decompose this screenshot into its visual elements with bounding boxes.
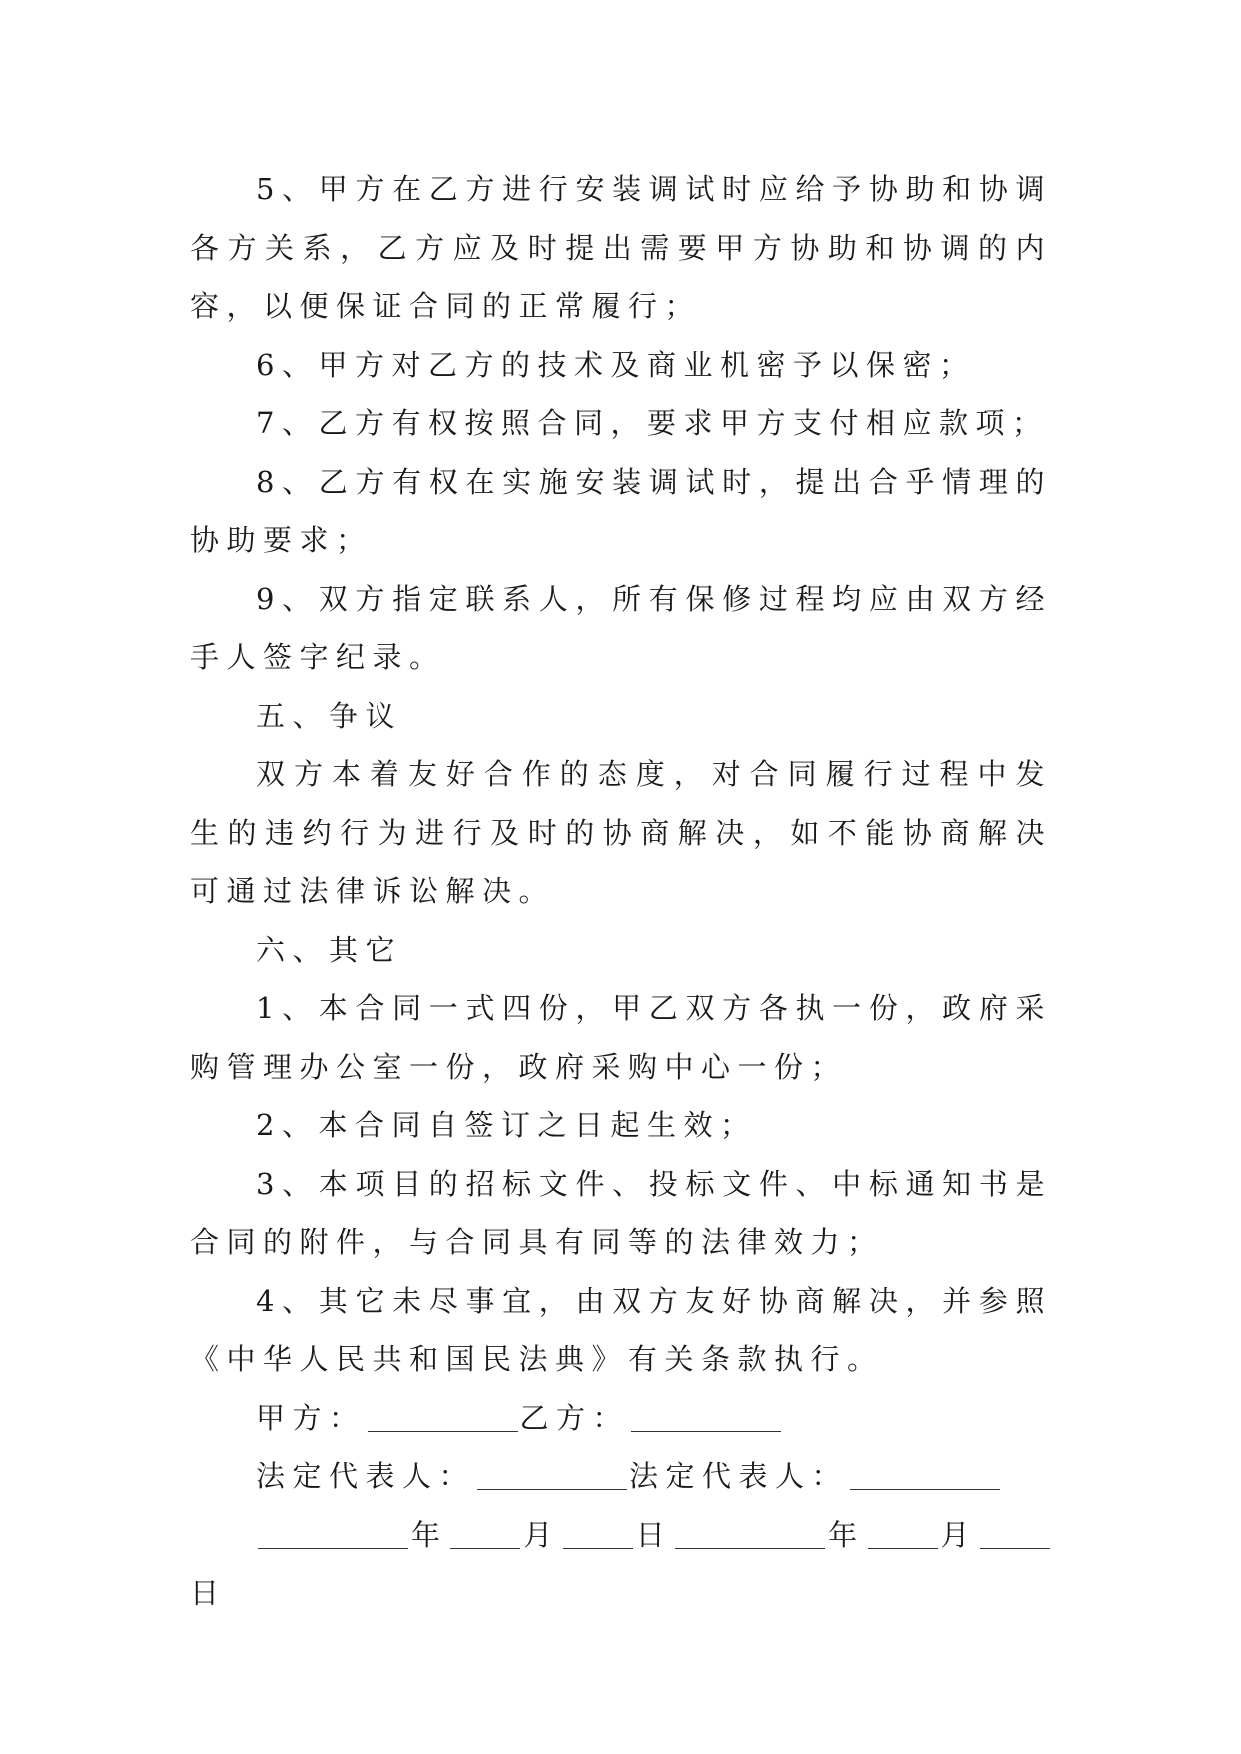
other-clause-3: 3、本项目的招标文件、投标文件、中标通知书是合同的附件，与合同具有同等的法律效力； [190,1166,1052,1259]
dispute-paragraph: 双方本着友好合作的态度，对合同履行过程中发生的违约行为进行及时的协商解决，如不能协商解决可通过法律诉讼解决。 [190,757,1052,908]
clause-5: 5、甲方在乙方进行安装调试时应给予协助和协调各方关系，乙方应及时提出需要甲方协助和协调的内容，以便保证合同的正常履行； [190,172,1052,323]
party-b-blank[interactable] [631,1430,781,1432]
section-heading-dispute: 五、争议 [256,698,403,733]
rep-a-label: 法定代表人： [256,1459,476,1493]
rep-a-blank[interactable] [477,1488,627,1490]
date-a-year-blank[interactable] [258,1547,408,1549]
clause-6: 6、甲方对乙方的技术及商业机密予以保密； [256,347,976,382]
clause-8: 8、乙方有权在实施安装调试时，提出合乎情理的协助要求； [190,464,1052,557]
date-b-year-label: 年 [827,1517,866,1552]
date-b-day-label: 日 [190,1576,227,1610]
section-heading-other: 六、其它 [256,932,403,967]
clause-7: 7、乙方有权按照合同，要求甲方支付相应款项； [256,406,1049,440]
party-a-label: 甲方： [256,1400,366,1435]
rep-b-label: 法定代表人： [629,1459,849,1493]
signature-date-line [190,1506,1052,1623]
signature-representatives-line [190,1447,1052,1506]
rep-b-blank[interactable] [850,1488,1000,1490]
party-a-blank[interactable] [368,1430,518,1432]
date-a-month-blank[interactable] [450,1547,520,1549]
date-b-year-blank[interactable] [675,1547,825,1549]
other-clause-2: 2、本合同自签订之日起生效； [256,1108,757,1142]
other-clause-1: 1、本合同一式四份，甲乙双方各执一份，政府采购管理办公室一份，政府采购中心一份； [190,991,1052,1084]
date-a-day-label: 日 [634,1517,674,1552]
date-a-day-blank[interactable] [563,1547,633,1549]
date-b-month-label: 月 [939,1517,978,1552]
document-page [190,160,1052,1623]
date-a-month-label: 月 [522,1517,561,1552]
other-clause-4: 4、其它未尽事宜，由双方友好协商解决，并参照《中华人民共和国民法典》有关条款执行。 [190,1283,1052,1376]
clause-9: 9、双方指定联系人，所有保修过程均应由双方经手人签字纪录。 [190,581,1052,674]
date-a-year-label: 年 [410,1517,449,1552]
date-b-month-blank[interactable] [868,1547,938,1549]
date-b-day-blank[interactable] [980,1547,1050,1549]
party-b-label: 乙方： [519,1400,630,1435]
signature-parties-line [190,1389,1052,1448]
